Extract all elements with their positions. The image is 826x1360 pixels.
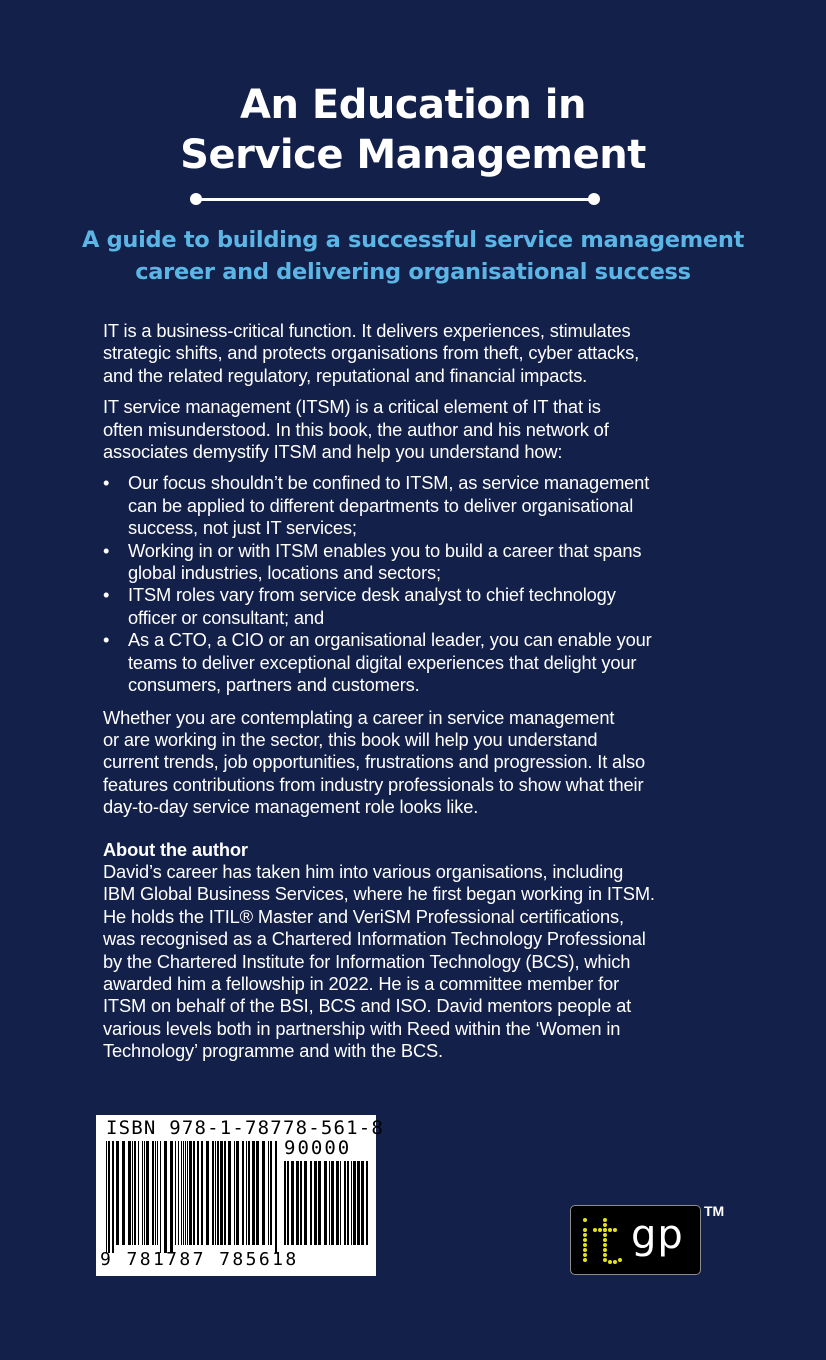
divider-dot-left bbox=[190, 193, 202, 205]
barcode-bar bbox=[366, 1161, 368, 1245]
barcode-bar bbox=[108, 1141, 110, 1253]
bullet-icon: • bbox=[103, 629, 110, 651]
logo-dot bbox=[583, 1233, 587, 1237]
barcode-bar bbox=[193, 1141, 195, 1245]
barcode-bar bbox=[252, 1141, 255, 1245]
logo-dot bbox=[593, 1228, 597, 1232]
barcode-bar bbox=[146, 1141, 149, 1245]
barcode-bar bbox=[201, 1141, 203, 1245]
list-item-line: teams to deliver exceptional digital experiences that delight your bbox=[128, 651, 637, 673]
itsm-paragraph bbox=[103, 396, 743, 463]
barcode-bar bbox=[152, 1141, 154, 1245]
about-line: was recognised as a Chartered Information Technology Professional bbox=[103, 928, 646, 950]
whether-line: features contributions from industry professionals to show what their bbox=[103, 773, 644, 795]
addon-bars bbox=[284, 1161, 368, 1253]
barcode-bar bbox=[185, 1141, 186, 1245]
barcode-bar bbox=[175, 1141, 176, 1245]
barcode-bars bbox=[106, 1141, 278, 1253]
barcode-bar bbox=[228, 1141, 231, 1245]
list-item bbox=[103, 540, 743, 585]
logo-dot bbox=[583, 1243, 587, 1247]
about-line: by the Chartered Institute for Information Technology (BCS), which bbox=[103, 950, 631, 972]
barcode-bar bbox=[268, 1141, 269, 1245]
logo-dot bbox=[598, 1228, 602, 1232]
barcode-bar bbox=[275, 1141, 277, 1253]
barcode-bar bbox=[270, 1141, 272, 1245]
trademark: TM bbox=[704, 1203, 725, 1219]
logo-dot bbox=[583, 1248, 587, 1252]
barcode-bar bbox=[347, 1161, 349, 1245]
barcode-bar bbox=[318, 1161, 321, 1245]
barcode-bar bbox=[128, 1141, 131, 1245]
about-line: Technology’ programme and with the BCS. bbox=[103, 1040, 443, 1062]
barcode-bar bbox=[178, 1141, 179, 1245]
logo-dot bbox=[608, 1260, 612, 1264]
whether-line: or are working in the sector, this book will help you understand bbox=[103, 728, 598, 750]
barcode-bar bbox=[242, 1141, 244, 1245]
book-title bbox=[0, 80, 826, 180]
barcode-bar bbox=[181, 1141, 182, 1245]
about-line: awarded him a fellowship in 2022. He is a committee member for bbox=[103, 972, 620, 994]
barcode-bar bbox=[248, 1141, 250, 1245]
benefits-list bbox=[103, 472, 743, 696]
barcode-bar bbox=[197, 1141, 199, 1245]
about-author bbox=[103, 839, 743, 1063]
barcode-bar bbox=[262, 1141, 265, 1245]
barcode-bar bbox=[106, 1141, 107, 1253]
logo-dot bbox=[613, 1260, 617, 1264]
logo-dot bbox=[583, 1228, 587, 1232]
about-line: David’s career has taken him into various organisations, including bbox=[103, 860, 624, 882]
barcode-bar bbox=[353, 1161, 356, 1245]
whether-line: current trends, job opportunities, frustrations and progression. It also bbox=[103, 751, 645, 773]
bullet-icon: • bbox=[103, 584, 110, 606]
itsm-line: associates demystify ITSM and help you understand how: bbox=[103, 441, 563, 463]
logo-dot bbox=[608, 1228, 612, 1232]
logo-dot bbox=[603, 1253, 607, 1257]
list-item-line: As a CTO, a CIO or an organisational leader, you can enable your bbox=[128, 629, 652, 651]
logo-dot bbox=[613, 1228, 617, 1232]
whether-line: day-to-day service management role looks like. bbox=[103, 796, 479, 818]
barcode-bar bbox=[291, 1161, 294, 1245]
barcode-bar bbox=[296, 1161, 299, 1245]
barcode-bar bbox=[234, 1141, 235, 1245]
barcode-bar bbox=[206, 1141, 209, 1245]
barcode-bar bbox=[224, 1141, 226, 1245]
logo-dot bbox=[603, 1258, 607, 1262]
logo-dot bbox=[603, 1248, 607, 1252]
barcode-bar bbox=[256, 1141, 259, 1245]
divider-dot-right bbox=[588, 193, 600, 205]
about-heading: About the author bbox=[103, 838, 248, 860]
itsm-line: IT service management (ITSM) is a critical element of IT that is bbox=[103, 396, 601, 418]
barcode-bar bbox=[170, 1141, 173, 1253]
barcode-bar bbox=[116, 1141, 119, 1245]
logo-dot bbox=[583, 1258, 587, 1262]
barcode-bar bbox=[212, 1141, 214, 1245]
barcode-digits: 9 781787 785618 bbox=[100, 1249, 299, 1270]
intro-paragraph bbox=[103, 320, 743, 387]
intro-line: and the related regulatory, reputational and financial impacts. bbox=[103, 364, 588, 386]
whether-paragraph bbox=[103, 707, 743, 819]
barcode-bar bbox=[304, 1161, 307, 1245]
list-item-line: success, not just IT services; bbox=[128, 517, 357, 539]
barcode-bar bbox=[164, 1141, 167, 1253]
it-dots-icon bbox=[581, 1216, 629, 1268]
barcode-bar bbox=[310, 1161, 312, 1245]
barcode-bar bbox=[215, 1141, 216, 1245]
addon-code: 90000 bbox=[284, 1137, 352, 1159]
barcode-bar bbox=[122, 1141, 125, 1245]
subtitle-line-2: career and delivering organisational success bbox=[135, 259, 691, 285]
barcode-bar bbox=[112, 1141, 114, 1253]
barcode-bar bbox=[187, 1141, 188, 1245]
title-divider bbox=[190, 193, 600, 205]
logo-dot bbox=[603, 1233, 607, 1237]
barcode-bar bbox=[351, 1161, 352, 1245]
barcode-bar bbox=[220, 1141, 223, 1245]
list-item bbox=[103, 584, 743, 629]
list-item bbox=[103, 472, 743, 539]
barcode-bar bbox=[324, 1161, 327, 1245]
barcode-bar bbox=[134, 1141, 136, 1245]
barcode-bar bbox=[155, 1141, 156, 1245]
about-line: various levels both in partnership with Reed within the ‘Women in bbox=[103, 1017, 621, 1039]
barcode-bar bbox=[357, 1161, 360, 1245]
barcode-bar bbox=[183, 1141, 184, 1245]
intro-line: IT is a business-critical function. It delivers experiences, stimulates bbox=[103, 320, 631, 341]
barcode-bar bbox=[361, 1161, 364, 1245]
title-line-2: Service Management bbox=[180, 132, 646, 178]
barcode-bar bbox=[287, 1161, 289, 1245]
list-item-line: Our focus shouldn’t be confined to ITSM, as service management bbox=[128, 472, 650, 494]
list-item-line: officer or consultant; and bbox=[128, 606, 324, 628]
barcode-bar bbox=[144, 1141, 145, 1245]
logo-dot bbox=[603, 1238, 607, 1242]
barcode-bar bbox=[284, 1161, 286, 1245]
bullet-icon: • bbox=[103, 472, 110, 494]
about-line: ITSM on behalf of the BSI, BCS and ISO. David mentors people at bbox=[103, 995, 632, 1017]
barcode-bar bbox=[138, 1141, 139, 1245]
logo-dot bbox=[603, 1243, 607, 1247]
barcode-bar bbox=[246, 1141, 247, 1245]
logo-dot bbox=[603, 1228, 607, 1232]
logo-dot bbox=[583, 1218, 587, 1222]
logo-dot bbox=[603, 1218, 607, 1222]
isbn-label: ISBN 978-1-78778-561-8 bbox=[106, 1117, 385, 1139]
about-line: IBM Global Business Services, where he first began working in ITSM. bbox=[103, 883, 655, 905]
barcode-bar bbox=[157, 1141, 158, 1245]
logo-dot bbox=[603, 1223, 607, 1227]
bullet-icon: • bbox=[103, 539, 110, 561]
list-item-line: can be applied to different departments to deliver organisational bbox=[128, 494, 634, 516]
barcode-bar bbox=[336, 1161, 339, 1245]
barcode-bar bbox=[329, 1161, 330, 1245]
list-item-line: consumers, partners and customers. bbox=[128, 674, 420, 696]
logo-dot bbox=[583, 1238, 587, 1242]
logo-dot bbox=[618, 1258, 622, 1262]
blurb bbox=[103, 320, 743, 1072]
whether-line: Whether you are contemplating a career in service management bbox=[103, 706, 615, 728]
barcode-bar bbox=[160, 1141, 161, 1253]
list-item-line: ITSM roles vary from service desk analyst to chief technology bbox=[128, 584, 616, 606]
list-item-line: Working in or with ITSM enables you to build a career that spans bbox=[128, 539, 642, 561]
itsm-line: often misunderstood. In this book, the author and his network of bbox=[103, 418, 609, 440]
logo-text: gp bbox=[631, 1212, 684, 1258]
isbn-barcode bbox=[96, 1115, 385, 1276]
barcode-bar bbox=[132, 1141, 133, 1245]
barcode-bar bbox=[314, 1161, 317, 1245]
book-subtitle bbox=[0, 224, 826, 288]
itgp-logo bbox=[570, 1205, 701, 1275]
barcode-bar bbox=[236, 1141, 239, 1245]
title-line-1: An Education in bbox=[240, 82, 586, 128]
barcode-bar bbox=[340, 1161, 341, 1245]
barcode-bar bbox=[331, 1161, 334, 1245]
barcode-bar bbox=[300, 1161, 302, 1245]
subtitle-line-1: A guide to building a successful service management bbox=[81, 227, 745, 253]
barcode-bar bbox=[142, 1141, 143, 1245]
intro-line: strategic shifts, and protects organisations from theft, cyber attacks, bbox=[103, 342, 640, 364]
barcode-bar bbox=[189, 1141, 192, 1245]
list-item-line: global industries, locations and sectors; bbox=[128, 562, 441, 584]
logo-dot bbox=[583, 1253, 587, 1257]
list-item bbox=[103, 629, 743, 696]
barcode-bar bbox=[217, 1141, 219, 1245]
about-line: He holds the ITIL® Master and VeriSM Professional certifications, bbox=[103, 905, 624, 927]
barcode-bar bbox=[344, 1161, 346, 1245]
